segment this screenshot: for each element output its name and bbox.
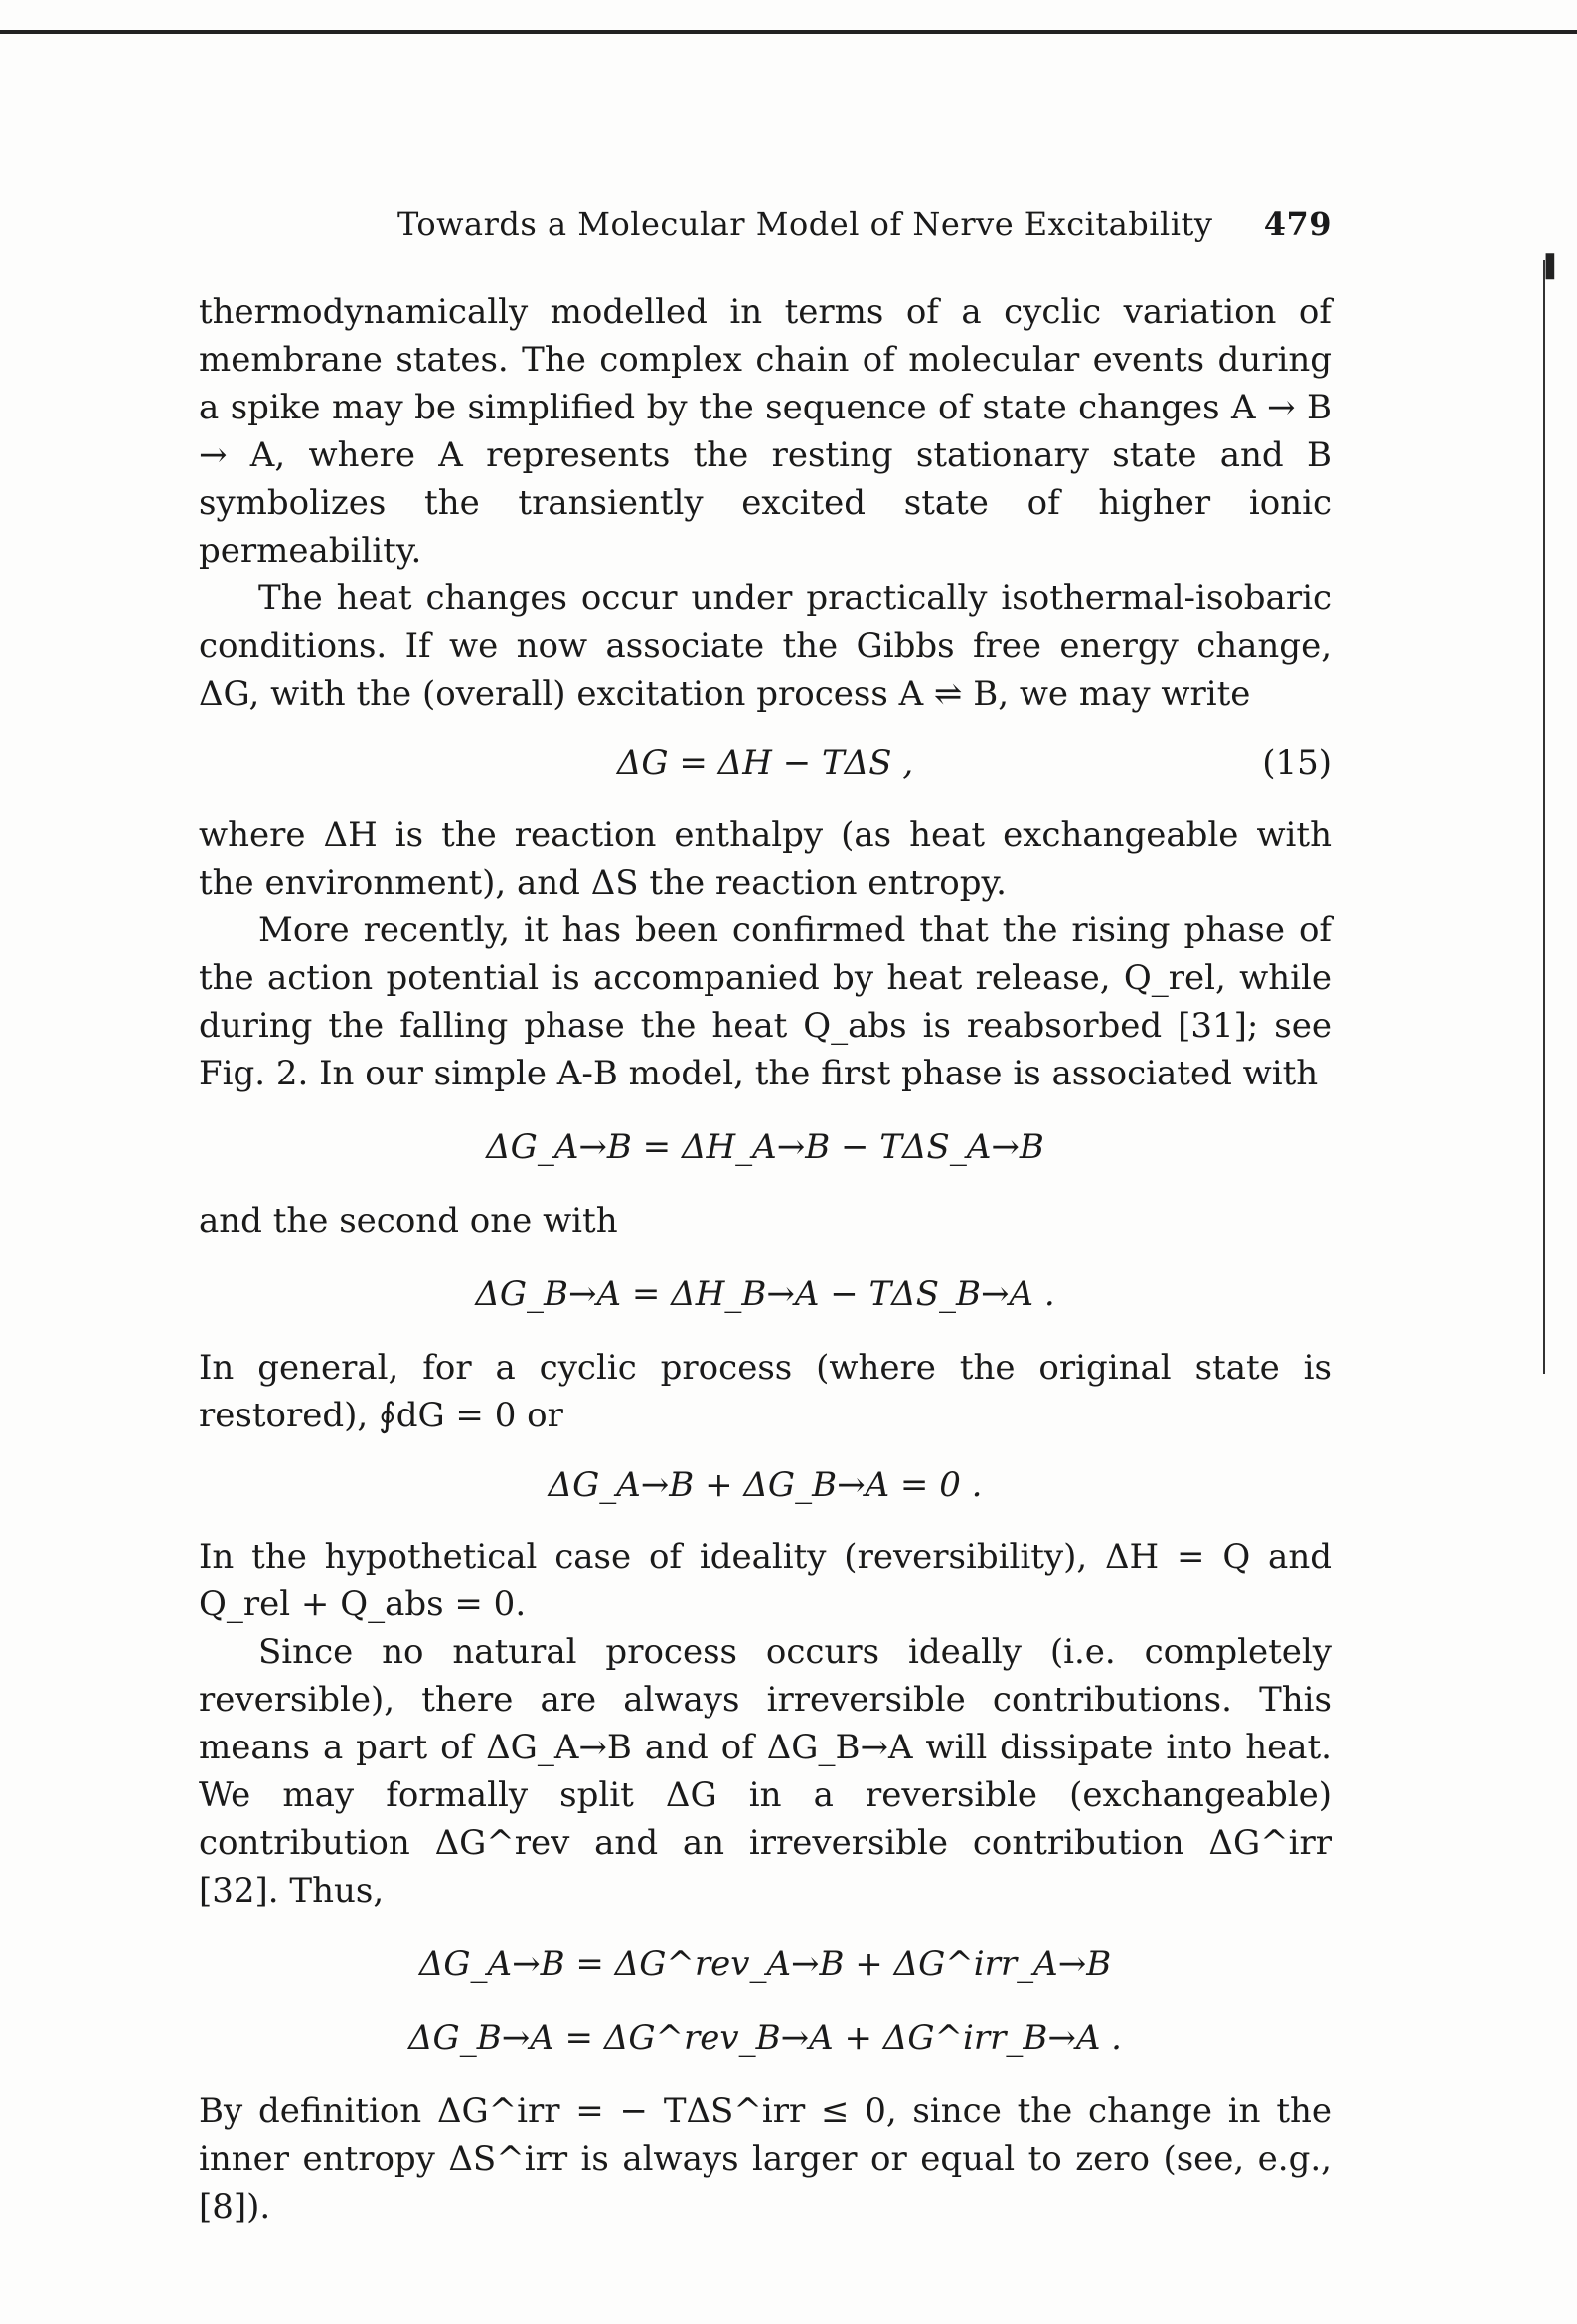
equation-a-to-b: ΔG_A→B = ΔH_A→B − TΔS_A→B	[486, 1127, 1044, 1167]
equation-split-2: ΔG_B→A = ΔG^rev_B→A + ΔG^irr_B→A .	[408, 2018, 1122, 2058]
equation-15	[199, 740, 1332, 787]
page-number: 479	[1263, 205, 1332, 243]
top-rule	[0, 30, 1577, 34]
body-text	[199, 288, 1332, 2231]
right-margin-rule	[1543, 260, 1545, 1374]
paragraph-4: More recently, it has been confirmed that the rising phase of the action potential is accompanied by heat release, Q_rel, while during the falling phase the heat Q_abs is reabsorbed [31]; see Fig. 2. In our simple A-B model, the first phase is associated with	[199, 911, 1332, 1093]
edge-mark: ❚	[1539, 250, 1561, 280]
paragraph-2: The heat changes occur under practically isothermal-isobaric conditions. If we now associate the Gibbs free energy change, ΔG, with the (overall) excitation process A ⇌ B, we may write	[199, 579, 1332, 714]
equation-cycle: ΔG_A→B + ΔG_B→A = 0 .	[548, 1465, 983, 1505]
equation-b-to-a: ΔG_B→A = ΔH_B→A − TΔS_B→A .	[475, 1274, 1055, 1314]
paragraph-9: By definition ΔG^irr = − TΔS^irr ≤ 0, since the change in the inner entropy ΔS^irr is always larger or equal to zero (see, e.g., [8]).	[199, 2091, 1332, 2227]
paragraph-5: and the second one with	[199, 1201, 618, 1241]
running-header	[397, 205, 1332, 243]
paragraph-1: thermodynamically modelled in terms of a cyclic variation of membrane states. The complex chain of molecular events during a spike may be simplified by the sequence of state changes A → B → A, where A represents the resting stationary state and B symbolizes the transiently excited state of higher ionic permeability.	[199, 292, 1332, 571]
paragraph-7: In the hypothetical case of ideality (reversibility), ΔH = Q and Q_rel + Q_abs = 0.	[199, 1537, 1332, 1624]
equation-15-body: ΔG = ΔH − TΔS ,	[616, 744, 914, 783]
paragraph-3: where ΔH is the reaction enthalpy (as heat exchangeable with the environment), and ΔS the reaction entropy.	[199, 815, 1332, 903]
paragraph-6: In general, for a cyclic process (where the original state is restored), ∮dG = 0 or	[199, 1348, 1332, 1435]
paragraph-8: Since no natural process occurs ideally (i.e. completely reversible), there are always irreversible contributions. This means a part of ΔG_A→B and of ΔG_B→A will dissipate into heat. We may formally split ΔG in a reversible (exchangeable) contribution ΔG^rev and an irreversible contribution ΔG^irr [32]. Thus,	[199, 1632, 1332, 1910]
equation-split-1: ΔG_A→B = ΔG^rev_A→B + ΔG^irr_A→B	[418, 1944, 1112, 1984]
equation-number: (15)	[1262, 744, 1332, 783]
running-title: Towards a Molecular Model of Nerve Excitability	[397, 205, 1213, 243]
